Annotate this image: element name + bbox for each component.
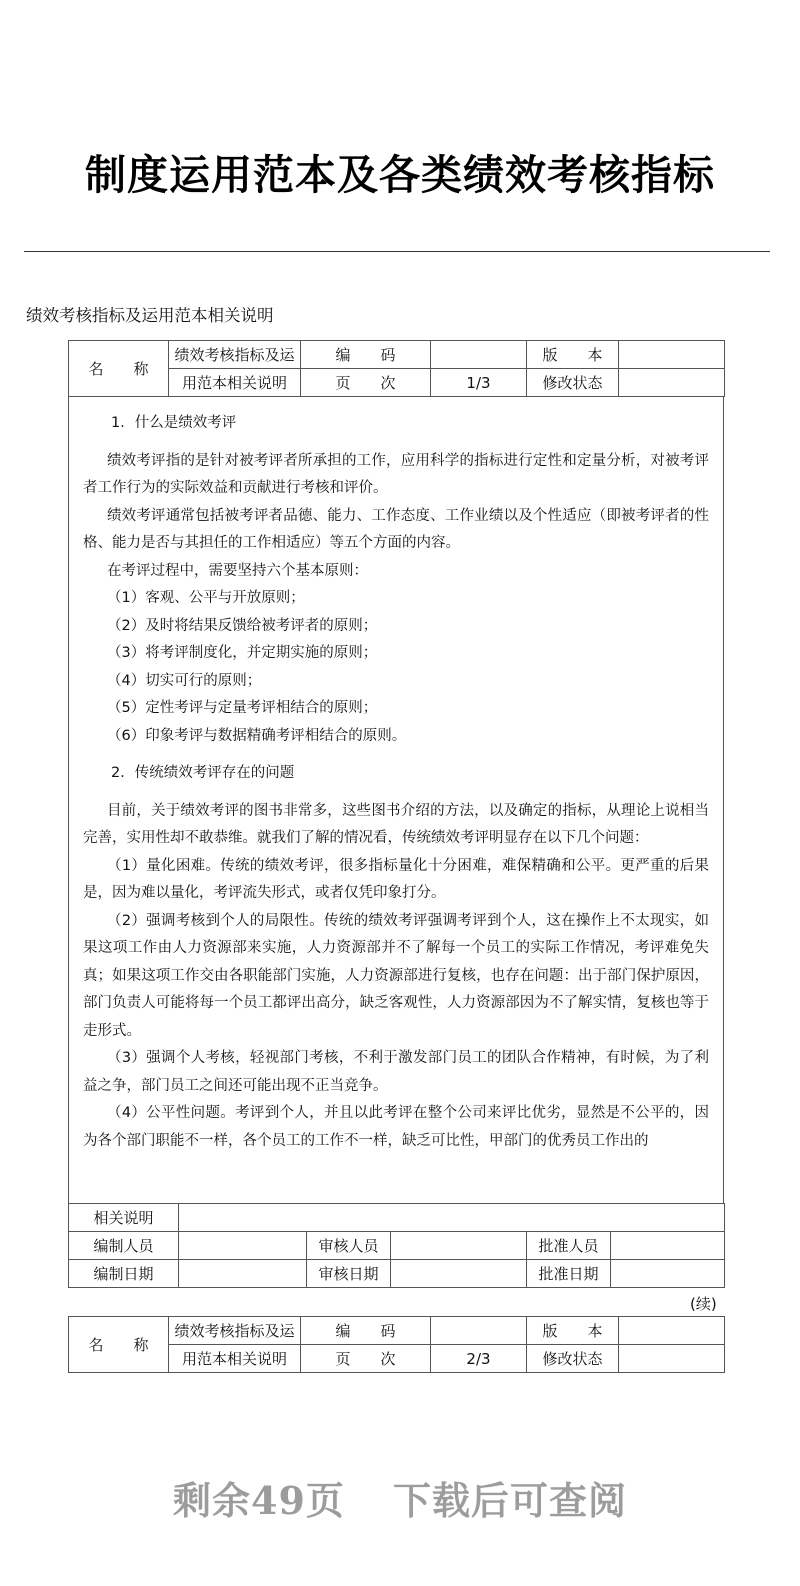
- review-date-label: 审核日期: [307, 1260, 391, 1288]
- code-label: 编 码: [301, 1317, 431, 1345]
- document-subtitle: 绩效考核指标及运用范本相关说明: [26, 306, 274, 325]
- code-value: [431, 341, 527, 369]
- version-value: [619, 341, 725, 369]
- document-body: [68, 396, 724, 1203]
- principle-item: （3）将考评制度化，并定期实施的原则；: [107, 645, 378, 661]
- name-label: 名 称: [69, 341, 169, 397]
- revision-value: [619, 369, 725, 397]
- remaining-pages-text: 剩余49页: [173, 1478, 345, 1523]
- code-value: [431, 1317, 527, 1345]
- section2-heading: 2．传统绩效考评存在的问题: [111, 765, 295, 781]
- paragraph: 目前，关于绩效考评的图书非常多，这些图书介绍的方法，以及确定的指标，从理论上说相当完善，实用性却不敢恭维。就我们了解的情况看，传统绩效考评明显存在以下几个问题：: [83, 802, 709, 846]
- paragraph: 绩效考评通常包括被考评者品德、能力、工作态度、工作业绩以及个性适应（即被考评者的性格、能力是否与其担任的工作相适应）等五个方面的内容。: [83, 507, 709, 551]
- version-label: 版 本: [527, 341, 619, 369]
- principle-item: （2）及时将结果反馈给被考评者的原则；: [107, 617, 378, 634]
- compile-date-label: 编制日期: [69, 1260, 179, 1288]
- revision-label: 修改状态: [527, 369, 619, 397]
- principle-item: （5）定性考评与定量考评相结合的原则；: [107, 700, 378, 716]
- document-title: 制度运用范本及各类绩效考核指标: [85, 151, 715, 199]
- page-value: 2/3: [431, 1345, 527, 1373]
- title-divider: [24, 251, 770, 252]
- compiler-value: [179, 1232, 307, 1260]
- version-value: [619, 1317, 725, 1345]
- paragraph: （1）量化困难。传统的绩效考评，很多指标量化十分困难，难保精确和公平。更严重的后果是，因为难以量化，考评流失形式，或者仅凭印象打分。: [83, 857, 709, 901]
- name-value-line1: 绩效考核指标及运: [169, 1317, 301, 1345]
- compiler-label: 编制人员: [69, 1232, 179, 1260]
- approve-date-value: [611, 1260, 725, 1288]
- paragraph: （2）强调考核到个人的局限性。传统的绩效考评强调考评到个人，这在操作上不太现实，如果这项工作由人力资源部来实施，人力资源部并不了解每一个员工的实际工作情况，考评难免失真；如果这项工作交由各职能部门实施，人力资源部进行复核，也存在问题：出于部门保护原因，部门负责人可能将每一个员工都评出高分，缺乏客观性，人力资源部因为不了解实情，复核也等于走形式。: [83, 912, 709, 1039]
- page-label: 页 次: [301, 369, 431, 397]
- page-value: 1/3: [431, 369, 527, 397]
- paragraph: 绩效考评指的是针对被考评者所承担的工作，应用科学的指标进行定性和定量分析，对被考评者工作行为的实际效益和贡献进行考核和评价。: [83, 452, 709, 496]
- header-table-page2: [68, 1316, 725, 1373]
- paragraph: （3）强调个人考核，轻视部门考核，不利于激发部门员工的团队合作精神，有时候，为了利益之争，部门员工之间还可能出现不正当竞争。: [83, 1050, 709, 1094]
- reviewer-label: 审核人员: [307, 1232, 391, 1260]
- notes-value: [179, 1204, 725, 1232]
- name-value-line2: 用范本相关说明: [169, 1345, 301, 1373]
- version-label: 版 本: [527, 1317, 619, 1345]
- approver-label: 批准人员: [527, 1232, 611, 1260]
- reviewer-value: [391, 1232, 527, 1260]
- review-date-value: [391, 1260, 527, 1288]
- principle-item: （1）客观、公平与开放原则；: [107, 590, 305, 606]
- approve-date-label: 批准日期: [527, 1260, 611, 1288]
- revision-value: [619, 1345, 725, 1373]
- compile-date-value: [179, 1260, 307, 1288]
- name-value-line1: 绩效考核指标及运: [169, 341, 301, 369]
- header-table-page1: [68, 340, 725, 397]
- page-label: 页 次: [301, 1345, 431, 1373]
- approver-value: [611, 1232, 725, 1260]
- code-label: 编 码: [301, 341, 431, 369]
- paragraph: （4）公平性问题。考评到个人，并且以此考评在整个公司来评比优劣，显然是不公平的，因为各个部门职能不一样，各个员工的工作不一样，缺乏可比性，甲部门的优秀员工作出的: [83, 1105, 709, 1149]
- revision-label: 修改状态: [527, 1345, 619, 1373]
- principle-item: （6）印象考评与数据精确考评相结合的原则。: [107, 727, 407, 744]
- name-value-line2: 用范本相关说明: [169, 369, 301, 397]
- name-label: 名 称: [69, 1317, 169, 1373]
- signoff-table: [68, 1203, 725, 1288]
- paragraph: 在考评过程中，需要坚持六个基本原则：: [107, 562, 368, 579]
- download-promo[interactable]: [0, 1470, 800, 1525]
- download-to-view-text: 下载后可查阅: [392, 1478, 627, 1523]
- section1-heading: 1．什么是绩效考评: [111, 415, 237, 431]
- continued-marker: (续): [690, 1295, 717, 1313]
- notes-label: 相关说明: [69, 1204, 179, 1232]
- principle-item: （4）切实可行的原则；: [107, 672, 262, 689]
